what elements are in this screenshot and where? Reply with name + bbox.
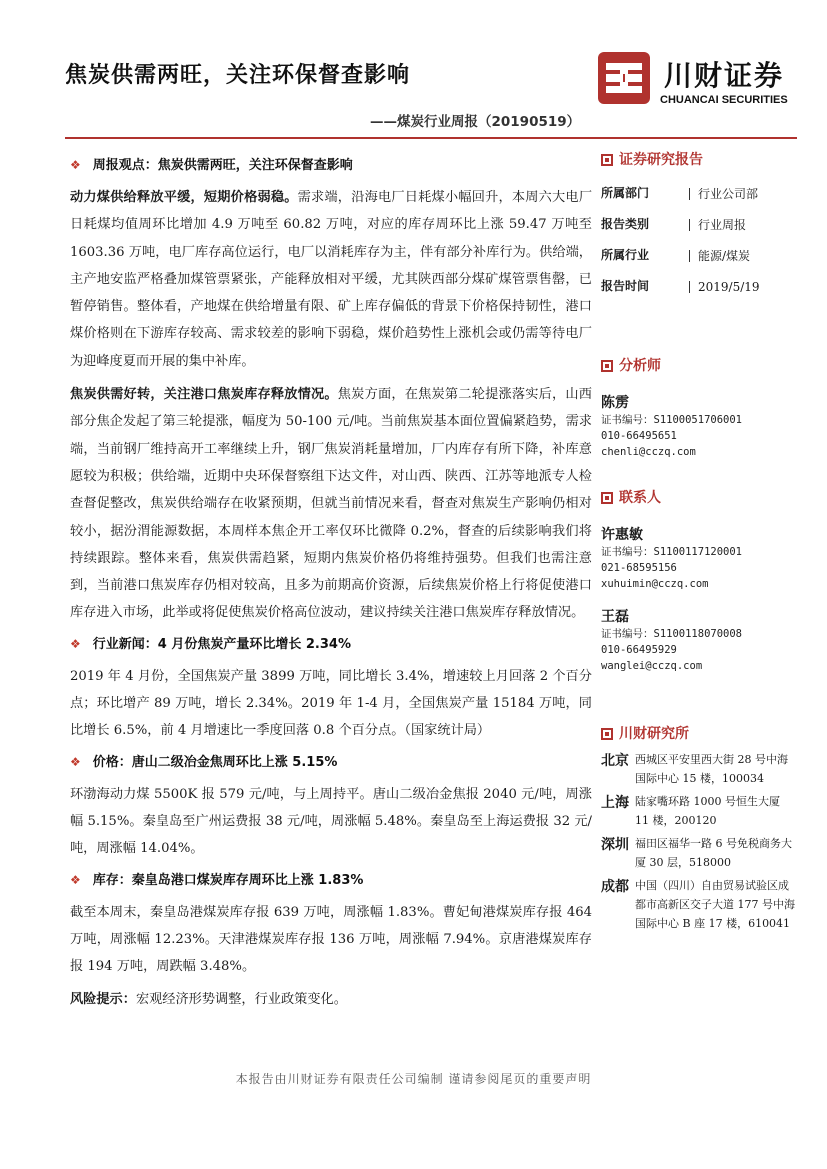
- sidebar-heading: 联系人: [601, 486, 801, 510]
- company-logo: [598, 52, 798, 112]
- square-bullet-icon: [601, 154, 613, 166]
- report-subtitle: ——煤炭行业周报（20190519）: [370, 114, 581, 130]
- sidebar-heading: 川财研究所: [601, 722, 801, 746]
- person-name: 陈雳: [601, 395, 629, 411]
- paragraph: 动力煤供给释放平缓，短期价格弱稳。需求端，沿海电厂日耗煤小幅回升，本周六大电厂日耗煤均值周环比增加 4.9 万吨至 60.82 万吨，对应的库存周环比上涨 59.47 万吨至 1603.36 万吨，电厂库存高位运行，电厂以消耗库存为主，伴有部分补库行为。供给端，主产地安监严格叠加煤管票紧张，产能释放相对平缓，尤其陕西部分煤矿煤管票售罄，已暂停销售。整体看，产地煤在供给增量有限、矿上库存偏低的背景下价格保持韧性，港口煤价格则在下游库存较高、需求较差的影响下弱稳，煤价趋势性上涨机会或仍需等待电厂为迎峰度夏而开展的集中补库。: [70, 190, 593, 369]
- email: chenli@cczq.com: [601, 446, 696, 458]
- cert-number: 证书编号：S1100117120001: [601, 546, 743, 558]
- section-heading: ❖ 周报观点：焦炭供需两旺，关注环保督查影响: [70, 158, 353, 173]
- info-row: 所属部门 行业公司部: [601, 186, 759, 201]
- info-row: 报告类别 行业周报: [601, 217, 747, 232]
- email: wanglei@cczq.com: [601, 660, 703, 672]
- sidebar-heading: 分析师: [601, 354, 801, 378]
- phone: 021-68595156: [601, 562, 677, 574]
- diamond-bullet-icon: ❖: [70, 754, 81, 769]
- diamond-bullet-icon: ❖: [70, 872, 81, 887]
- square-bullet-icon: [601, 492, 613, 504]
- paragraph: 截至本周末，秦皇岛港煤炭库存报 639 万吨，周涨幅 1.83%。曹妃甸港煤炭库存报 464 万吨，周涨幅 12.23%。天津港煤炭库存报 136 万吨，周涨幅 7.94%。京唐港煤炭库存报 194 万吨，周跌幅 3.48%。: [70, 904, 592, 975]
- phone: 010-66495929: [601, 644, 677, 656]
- page-footer: 本报告由川财证券有限责任公司编制 谨请参阅尾页的重要声明: [235, 1072, 592, 1086]
- office-address: 成都 中国（四川）自由贸易试验区成都市高新区交子大道 177 号中海国际中心 B 座 17 楼，610041: [601, 879, 795, 930]
- person-name: 许惠敏: [601, 527, 643, 543]
- analyst-card: [601, 392, 801, 460]
- office-address: 上海 陆家嘴环路 1000 号恒生大厦 11 楼，200120: [601, 795, 780, 827]
- chuancai-logo-icon: [598, 52, 650, 104]
- cert-number: 证书编号：S1100118070008: [601, 628, 743, 640]
- paragraph: 焦炭供需好转，关注港口焦炭库存释放情况。焦炭方面，在焦炭第二轮提涨落实后，山西部分焦企发起了第三轮提涨，幅度为 50-100 元/吨。当前焦炭基本面位置偏紧趋势，需求端，当前钢厂维持高开工率继续上升，钢厂焦炭消耗量增加，厂内库存有所下降，补库意愿较为积极；供给端，近期中央环保督察组下达文件，对山西、陕西、江苏等地派专人检查督促整改，焦炭供给端存在收紧预期，但就当前情况来看，督查对焦炭生产影响仍相对较小，据汾渭能源数据，本周样本焦企开工率仅环比微降 0.2%，督查的后续影响我们将持续跟踪。整体来看，焦炭供需趋紧，短期内焦炭价格仍将维持强势。但我们也需注意到，当前港口焦炭库存仍相对较高，且多为前期高价资源，后续焦炭价格上行将促使港口库存进入市场，此举或将促使焦炭价格高位波动，建议持续关注港口焦炭库存释放情况。: [70, 387, 592, 621]
- person-name: 王磊: [601, 609, 629, 625]
- risk-warning: 风险提示：宏观经济形势调整，行业政策变化。: [70, 992, 347, 1008]
- report-title: 焦炭供需两旺，关注环保督查影响: [65, 63, 411, 88]
- square-bullet-icon: [601, 360, 613, 372]
- contact-card: [601, 524, 801, 592]
- contact-card: [601, 606, 801, 674]
- report-info: [601, 178, 801, 302]
- square-bullet-icon: [601, 728, 613, 740]
- section-heading: ❖ 行业新闻：4 月份焦炭产量环比增长 2.34%: [70, 636, 351, 652]
- info-row: 报告时间 2019/5/19: [601, 279, 760, 294]
- logo-cn-text: 川财证券: [664, 59, 785, 92]
- phone: 010-66495651: [601, 430, 677, 442]
- section-heading: ❖ 价格：唐山二级冶金焦周环比上涨 5.15%: [70, 754, 338, 770]
- paragraph: 2019 年 4 月份，全国焦炭产量 3899 万吨，同比增长 3.4%，增速较上月回落 2 个百分点；环比增产 89 万吨，增长 2.34%。2019 年 1-4 月，全国焦炭产量 15184 万吨，同比增长 6.5%，前 4 月增速比一季度回落 0.8 个百分点。（国家统计局）: [70, 668, 592, 739]
- paragraph: 环渤海动力煤 5500K 报 579 元/吨，与上周持平。唐山二级冶金焦报 2040 元/吨，周涨幅 5.15%。秦皇岛至广州运费报 38 元/吨，周涨幅 5.48%。秦皇岛至上海运费报 32 元/吨，周涨幅 14.04%。: [70, 786, 592, 857]
- email: xuhuimin@cczq.com: [601, 578, 709, 590]
- main-content: [70, 148, 592, 1016]
- office-address: 北京 西城区平安里西大街 28 号中海国际中心 15 楼，100034: [601, 753, 788, 785]
- logo-en-text: CHUANCAI SECURITIES: [660, 94, 788, 106]
- cert-number: 证书编号：S1100051706001: [601, 414, 743, 426]
- diamond-bullet-icon: ❖: [70, 636, 81, 651]
- sidebar: [601, 148, 801, 933]
- office-address: 深圳 福田区福华一路 6 号免税商务大厦 30 层，518000: [601, 837, 792, 869]
- diamond-bullet-icon: ❖: [70, 158, 81, 172]
- section-heading: ❖ 库存：秦皇岛港口煤炭库存周环比上涨 1.83%: [70, 872, 364, 888]
- sidebar-heading: 证券研究报告: [601, 148, 801, 172]
- info-row: 所属行业 能源/煤炭: [601, 248, 751, 263]
- header-divider: [65, 137, 797, 139]
